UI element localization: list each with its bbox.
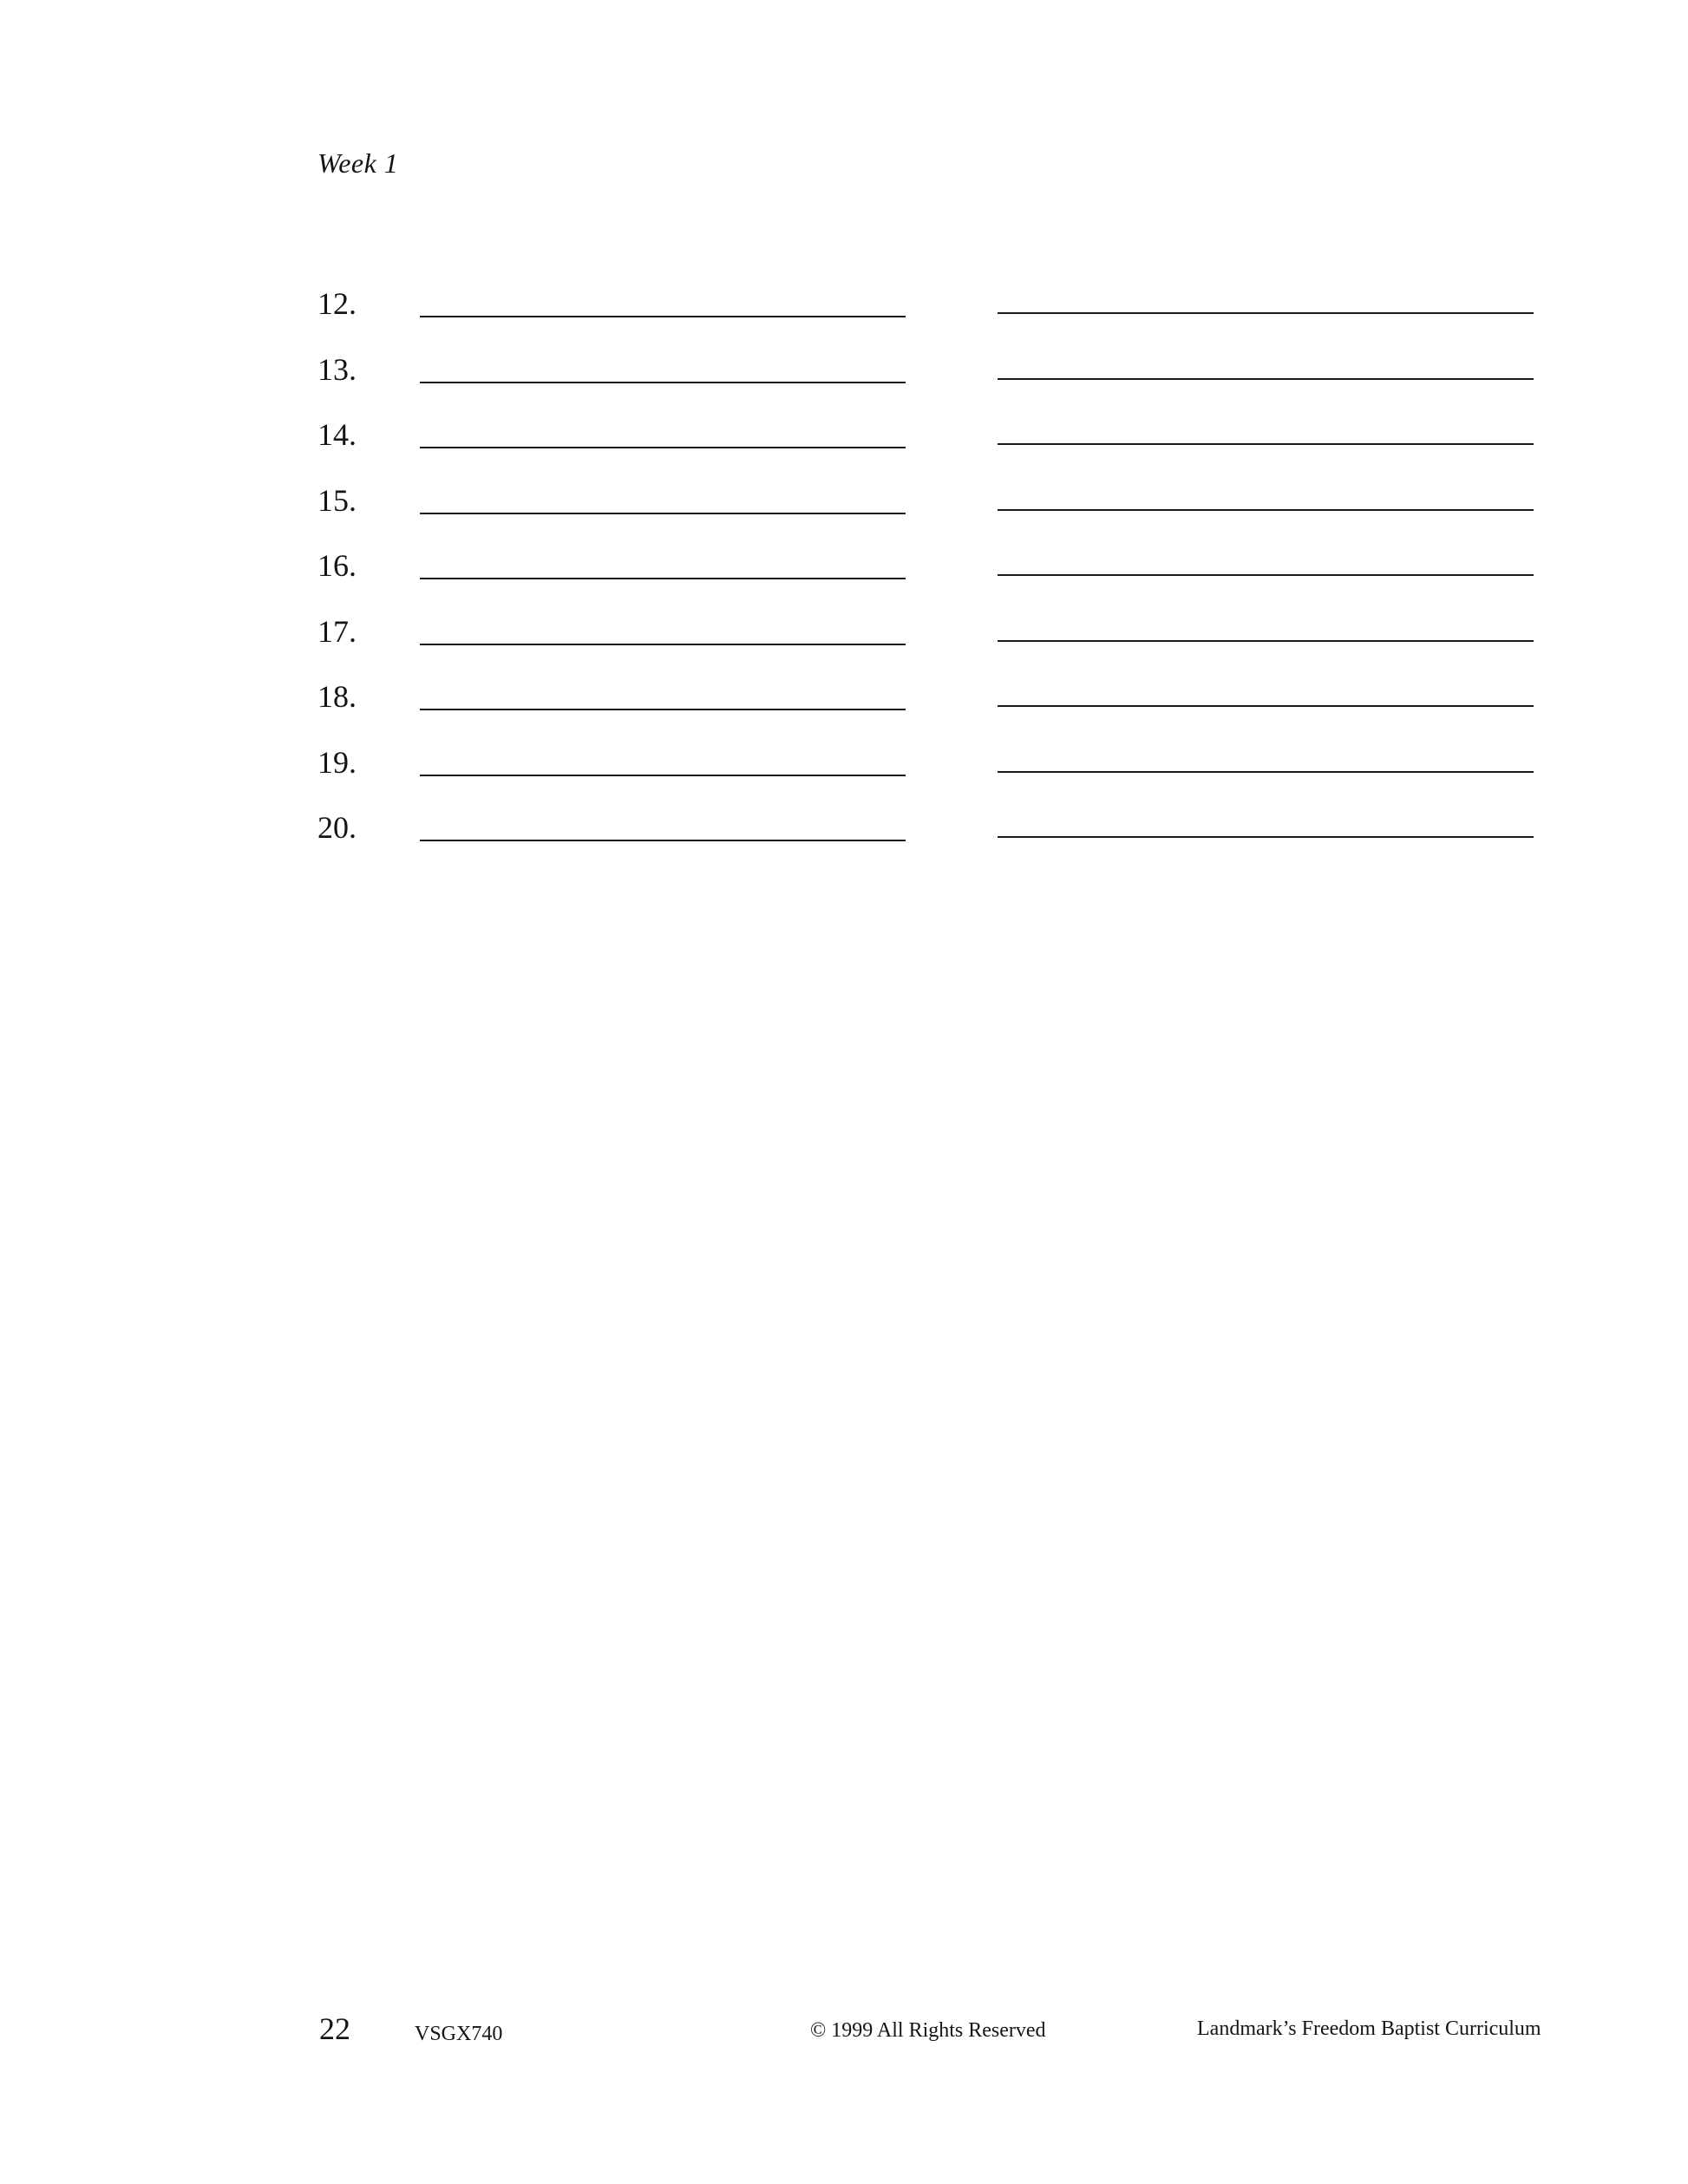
answer-blank-right[interactable]: [998, 640, 1534, 642]
footer-page-number: 22: [319, 2011, 350, 2046]
answer-blank-left[interactable]: [420, 447, 906, 448]
week-label: Week 1: [317, 147, 399, 179]
footer-code: VSGX740: [415, 2023, 503, 2045]
answer-blank-left[interactable]: [420, 382, 906, 383]
answer-blank-right[interactable]: [998, 771, 1534, 773]
answer-blank-right[interactable]: [998, 312, 1534, 314]
answer-blank-right[interactable]: [998, 836, 1534, 838]
answer-blank-right[interactable]: [998, 509, 1534, 511]
row-number: 17.: [317, 613, 357, 649]
answer-blank-left[interactable]: [420, 644, 906, 645]
page-footer: [0, 2011, 1688, 2063]
footer-copyright: © 1999 All Rights Reserved: [810, 2019, 1046, 2042]
answer-row: [317, 548, 1549, 614]
row-number: 20.: [317, 810, 357, 845]
row-number: 16.: [317, 548, 357, 583]
answer-row: [317, 745, 1549, 811]
answer-blank-left[interactable]: [420, 578, 906, 579]
row-number: 14.: [317, 417, 357, 452]
answer-blank-left[interactable]: [420, 709, 906, 710]
answer-blank-right[interactable]: [998, 574, 1534, 576]
footer-publisher: Landmark’s Freedom Baptist Curriculum: [1197, 2017, 1541, 2040]
row-number: 19.: [317, 744, 357, 780]
answer-blank-left[interactable]: [420, 513, 906, 514]
answer-row: [317, 417, 1549, 483]
answer-blank-right[interactable]: [998, 705, 1534, 707]
answer-row: [317, 614, 1549, 680]
answer-row: [317, 810, 1549, 876]
row-number: 12.: [317, 286, 357, 321]
answer-row: [317, 352, 1549, 418]
answer-rows: [317, 286, 1549, 876]
answer-blank-left[interactable]: [420, 316, 906, 317]
row-number: 13.: [317, 351, 357, 387]
answer-row: [317, 679, 1549, 745]
answer-blank-right[interactable]: [998, 378, 1534, 380]
answer-blank-left[interactable]: [420, 840, 906, 841]
answer-blank-right[interactable]: [998, 443, 1534, 445]
answer-row: [317, 483, 1549, 549]
row-number: 18.: [317, 679, 357, 714]
row-number: 15.: [317, 482, 357, 518]
answer-blank-left[interactable]: [420, 775, 906, 776]
answer-row: [317, 286, 1549, 352]
